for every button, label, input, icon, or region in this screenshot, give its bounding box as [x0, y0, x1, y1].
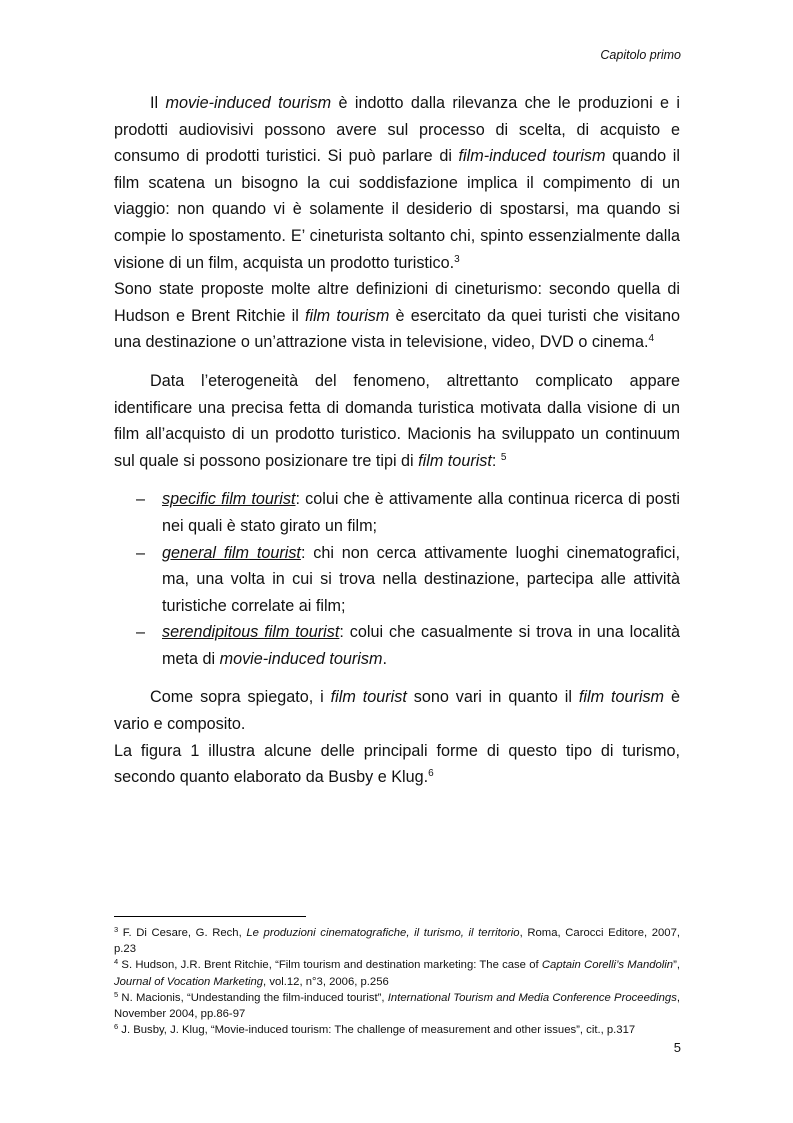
footnote — [114, 957, 680, 989]
text: è esercitato da quei turisti che visitano una destinazione o un’attrazione vista in televisione, video, DVD o cinema. — [114, 306, 680, 352]
footnote-number: 4 — [114, 957, 119, 967]
text: Sono state proposte molte altre definizioni di cineturismo: secondo quella di Hudson e Brent Ritchie il — [114, 280, 680, 325]
footnote-ref[interactable]: 3 — [454, 253, 460, 265]
footnotes — [114, 925, 680, 1038]
text: . — [382, 649, 387, 668]
footnote-separator — [114, 916, 306, 917]
text: Il — [150, 94, 166, 112]
italic-term: movie-induced tourism — [219, 649, 383, 668]
paragraph-5 — [114, 738, 680, 791]
text: , November 2004, pp.86-97 — [114, 991, 680, 1021]
underlined-term: serendipitous film tourist — [162, 623, 340, 642]
text: S. Hudson, J.R. Brent Ritchie, “Film tourism and destination marketing: The case of — [118, 959, 542, 972]
list-item — [114, 540, 680, 620]
footnote-number: 6 — [114, 1022, 119, 1032]
text: , vol.12, n°3, 2006, p.256 — [263, 975, 389, 988]
text: è indotto dalla rilevanza che le produzioni e i prodotti audiovisivi possono avere sul processo di scelta, di acquisto e consumo di prodotti turistici. Si può parlare di — [114, 94, 680, 166]
text: Come sopra spiegato, i — [150, 688, 331, 707]
italic-term: film tourism — [578, 688, 665, 707]
list-item — [114, 486, 680, 539]
text: : colui che casualmente si trova in una località meta di — [162, 623, 680, 668]
italic-term: film-induced tourism — [458, 147, 606, 166]
body-text — [114, 90, 680, 791]
text: Data l’eterogeneità del fenomeno, altrettanto complicato appare identificare una precisa fetta di domanda turistica motivata dalla visione di un film all’acquisto di un prodotto turistico. Macionis ha sviluppato un continuum sul quale si possono posizionare tre tipi di — [114, 371, 680, 470]
text: : colui che è attivamente alla continua ricerca di posti nei quali è stato girato un film; — [162, 490, 680, 535]
text: è vario e composito. — [114, 688, 680, 734]
text: sono vari in quanto il — [406, 688, 579, 707]
text: La figura 1 illustra alcune delle principali forme di questo tipo di turismo, secondo quanto elaborato da Busby e Klug. — [114, 741, 680, 787]
underlined-term: general film tourist — [162, 543, 301, 562]
paragraph-2 — [114, 276, 680, 356]
footnote-ref[interactable]: 5 — [500, 451, 507, 463]
italic-term: film tourist — [418, 451, 492, 470]
italic-title: Le produzioni cinematografiche, il turismo, il territorio — [246, 927, 520, 939]
underlined-term: specific film tourist — [162, 490, 296, 509]
list-item — [114, 619, 680, 672]
paragraph-4 — [114, 684, 680, 737]
text: : — [491, 451, 497, 470]
text: J. Busby, J. Klug, “Movie-induced tourism: The challenge of measurement and other issues”, cit., p.317 — [118, 1024, 636, 1037]
footnote-number: 3 — [114, 925, 119, 934]
text: , Roma, Carocci Editore, 2007, p.23 — [114, 927, 681, 956]
text: quando il film scatena un bisogno la cui soddisfazione implica il compimento di un viaggio: non quando vi è solamente il desiderio di spostarsi, ma quando si compie lo spostamento. E’ cineturista soltanto chi, spinto essenzialmente dalla visione di un film, acquista un prodotto turistico. — [114, 147, 680, 272]
footnote-number: 5 — [114, 989, 119, 999]
footnote-ref[interactable]: 4 — [648, 333, 655, 345]
italic-title: Journal of Vocation Marketing — [114, 975, 264, 988]
tourist-type-list — [114, 486, 680, 672]
dash-bullet: – — [136, 490, 146, 509]
italic-term: film tourism — [304, 306, 390, 325]
italic-term: movie-induced tourism — [165, 94, 332, 112]
text: N. Macionis, “Undestanding the film-induced tourist”, — [118, 991, 388, 1004]
dash-bullet: – — [136, 623, 146, 642]
page-number: 5 — [673, 1040, 681, 1055]
italic-title: International Tourism and Media Conference Proceedings — [387, 991, 677, 1004]
footnote-ref[interactable]: 6 — [428, 768, 434, 780]
italic-title: Captain Corelli’s Mandolin — [541, 959, 674, 972]
footnote — [114, 1022, 680, 1038]
dash-bullet: – — [136, 543, 146, 562]
footnote — [114, 925, 680, 957]
text: ”, — [673, 959, 681, 972]
text: : chi non cerca attivamente luoghi cinematografici, ma, una volta in cui si trova nella destinazione, partecipa alle attività turistiche correlate ai film; — [162, 543, 680, 615]
paragraph-1 — [114, 90, 680, 276]
running-header: Capitolo primo — [600, 48, 681, 62]
text: F. Di Cesare, G. Rech, — [118, 927, 247, 939]
paragraph-3 — [114, 368, 680, 474]
footnote — [114, 990, 680, 1022]
italic-term: film tourist — [330, 688, 407, 707]
